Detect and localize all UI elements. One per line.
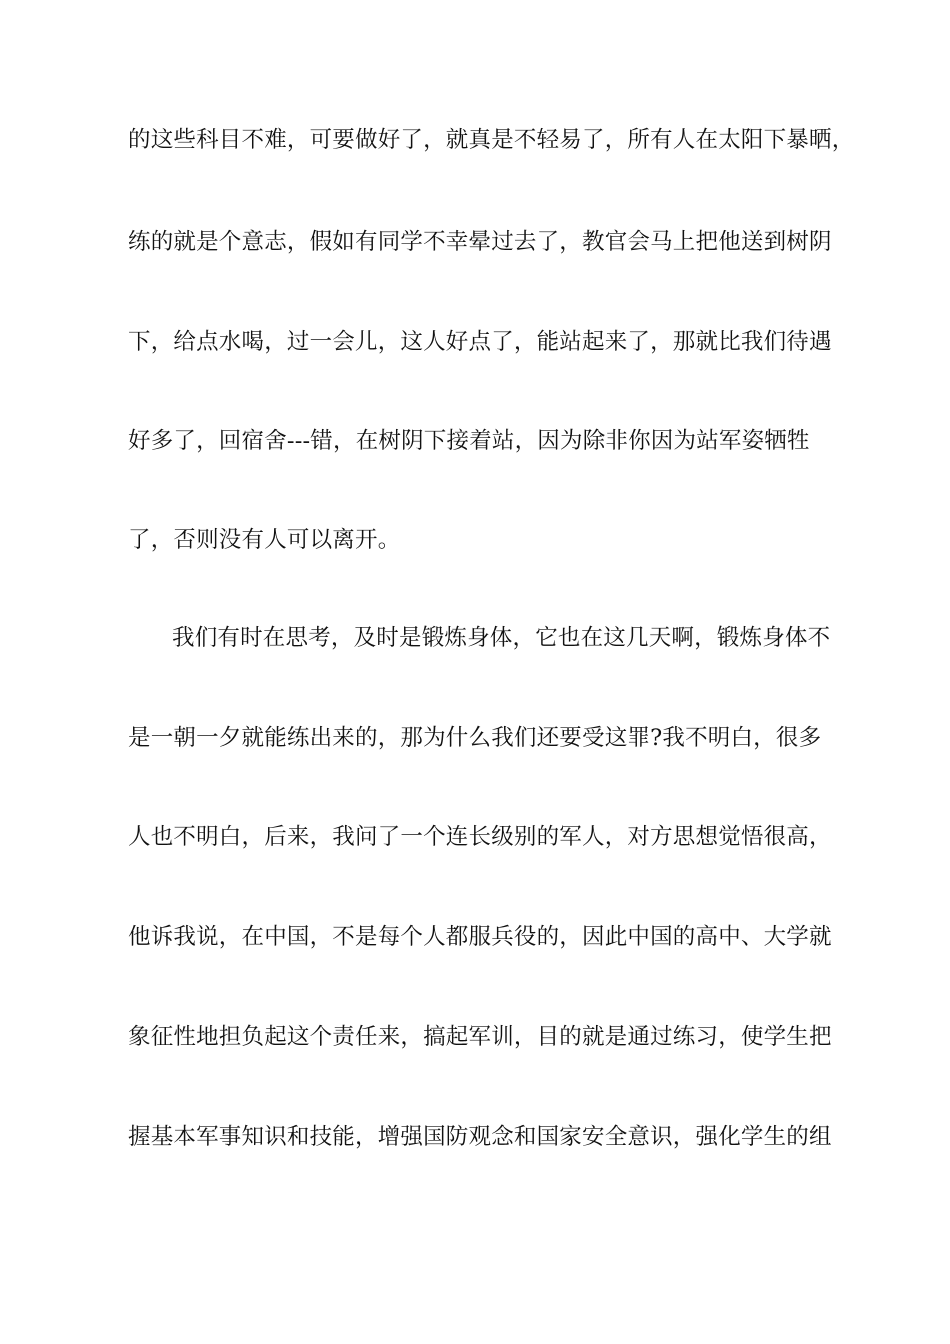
text-line: 是一朝一夕就能练出来的，那为什么我们还要受这罪?我不明白，很多 [128,725,822,751]
text-line: 下，给点水喝，过一会儿，这人好点了，能站起来了，那就比我们待遇 [128,329,832,355]
text-line: 人也不明白，后来，我问了一个连长级别的军人，对方思想觉悟很高， [128,824,832,850]
paragraph-first-line: 我们有时在思考，及时是锻炼身体，它也在这几天啊，锻炼身体不 [172,625,831,651]
text-line: 了，否则没有人可以离开。 [128,527,401,553]
text-line: 他诉我说，在中国，不是每个人都服兵役的，因此中国的高中、大学就 [128,924,832,950]
text-line: 的这些科目不难，可要做好了，就真是不轻易了，所有人在太阳下暴晒， [128,127,855,153]
text-line: 练的就是个意志，假如有同学不幸晕过去了，教官会马上把他送到树阴 [128,229,832,255]
text-line: 好多了，回宿舍---错，在树阴下接着站，因为除非你因为站军姿牺牲 [128,428,810,454]
text-line: 象征性地担负起这个责任来，搞起军训，目的就是通过练习，使学生把 [128,1024,832,1050]
text-line: 握基本军事知识和技能，增强国防观念和国家安全意识，强化学生的组 [128,1124,832,1150]
